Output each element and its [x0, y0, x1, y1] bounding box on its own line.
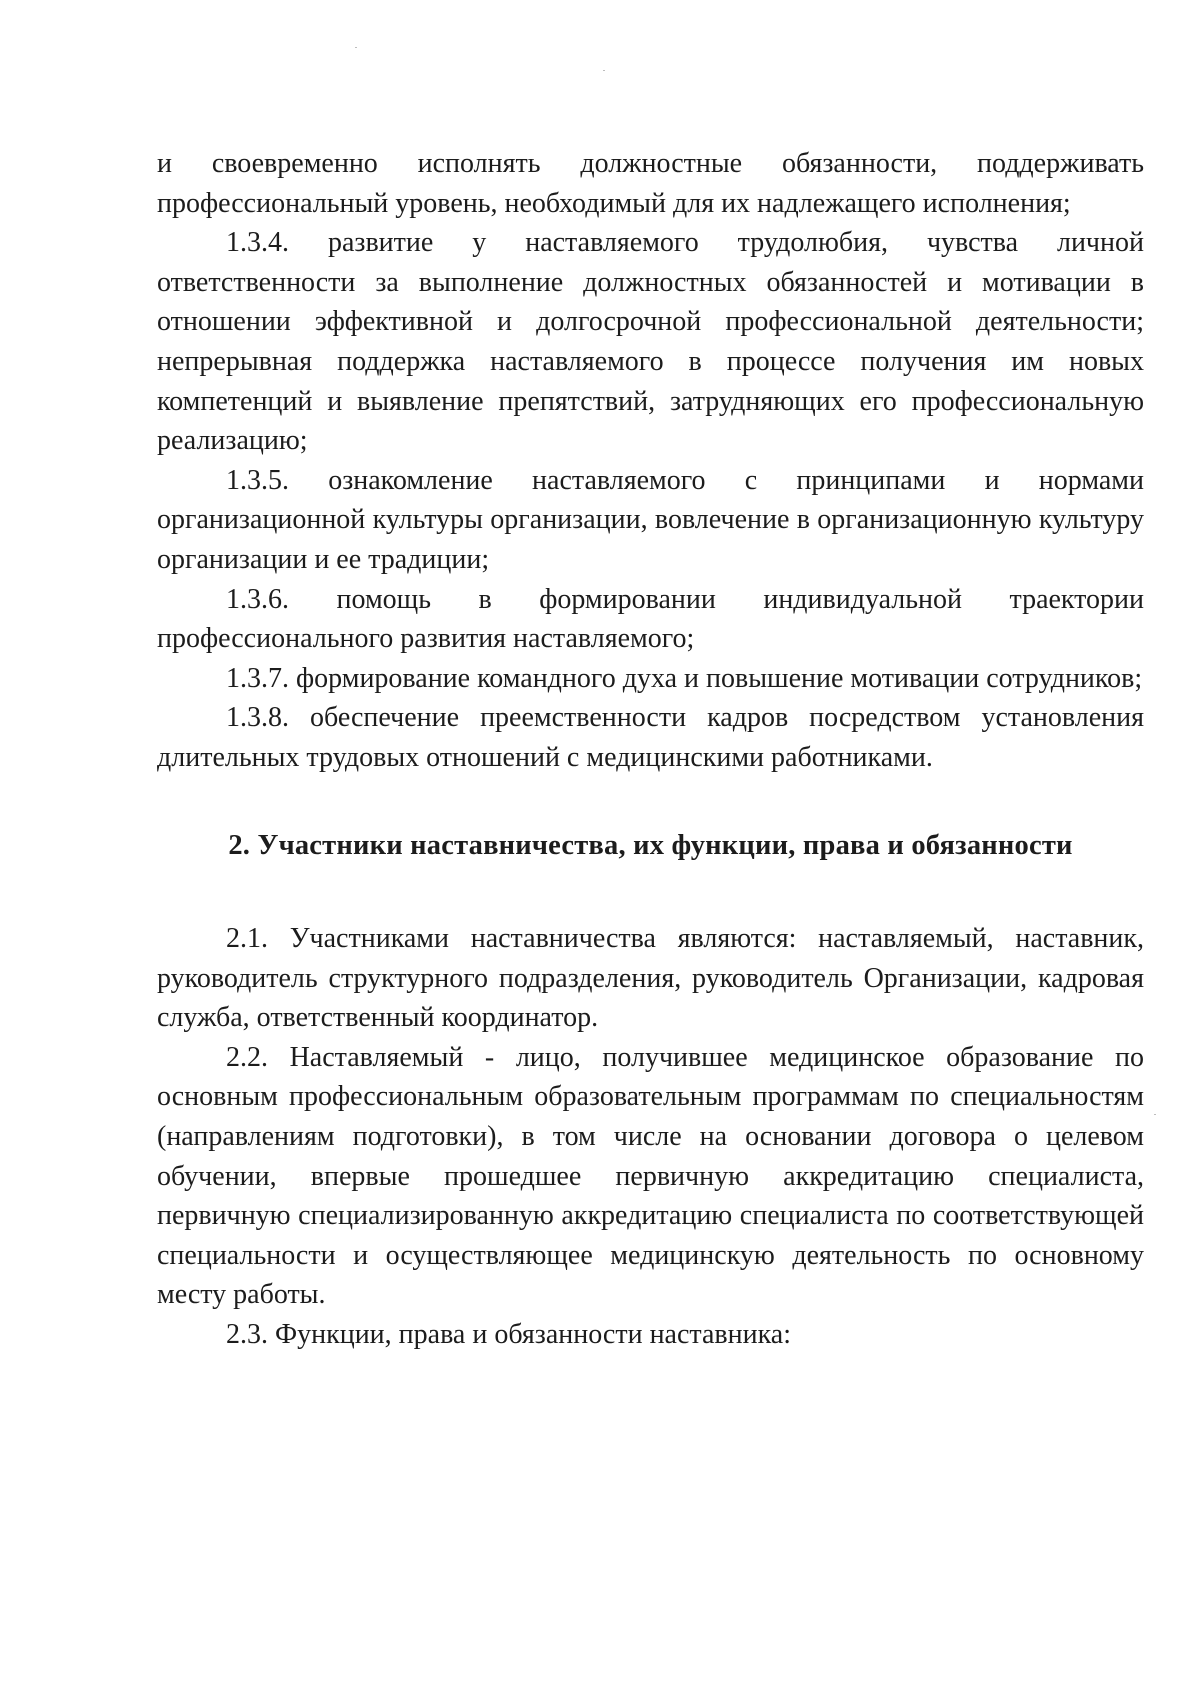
paragraph-2-2: 2.2. Наставляемый - лицо, получившее медицинское образование по основным профессиональным образовательным программам по специальностям (направлениям подготовки), в том числе на основании договора о целевом обучении, впервые прошедшее первичную аккредитацию специалиста, первичную специализированную аккредитацию специалиста по соответствующей специальности и осуществляющее медицинскую деятельность по основному месту работы. — [157, 1041, 1144, 1311]
paragraph-continuation: и своевременно исполнять должностные обязанности, поддерживать профессиональный уровень, необходимый для их надлежащего исполнения; — [157, 148, 1144, 219]
paragraph-1-3-4: 1.3.4. развитие у наставляемого трудолюбия, чувства личной ответственности за выполнение должностных обязанностей и мотивации в отношении эффективной и долгосрочной профессиональной деятельности; непрерывная поддержка наставляемого в процессе получения им новых компетенций и выявление препятствий, затрудняющих его профессиональную реализацию; — [157, 227, 1144, 457]
paragraph-2-3: 2.3. Функции, права и обязанности наставника: — [226, 1319, 791, 1351]
paragraph-2-1: 2.1. Участниками наставничества являются: наставляемый, наставник, руководитель структурного подразделения, руководитель Организации, кадровая служба, ответственный координатор. — [157, 923, 1144, 1034]
paragraph-1-3-8: 1.3.8. обеспечение преемственности кадров посредством установления длительных трудовых отношений с медицинскими работниками. — [157, 702, 1144, 773]
paragraph-1-3-7: 1.3.7. формирование командного духа и повышение мотивации сотрудников; — [226, 662, 1143, 694]
scan-speck — [1154, 1114, 1156, 1115]
paragraph-1-3-5: 1.3.5. ознакомление наставляемого с принципами и нормами организационной культуры организации, вовлечение в организационную культуру организации и ее традиции; — [157, 464, 1144, 575]
document-body — [157, 144, 1144, 1355]
scan-speck — [355, 47, 357, 48]
paragraph-1-3-6: 1.3.6. помощь в формировании индивидуальной траектории профессионального развития наставляемого; — [157, 583, 1144, 655]
scan-speck — [603, 70, 605, 71]
section-heading: 2. Участники наставничества, их функции, права и обязанности — [228, 829, 1073, 861]
